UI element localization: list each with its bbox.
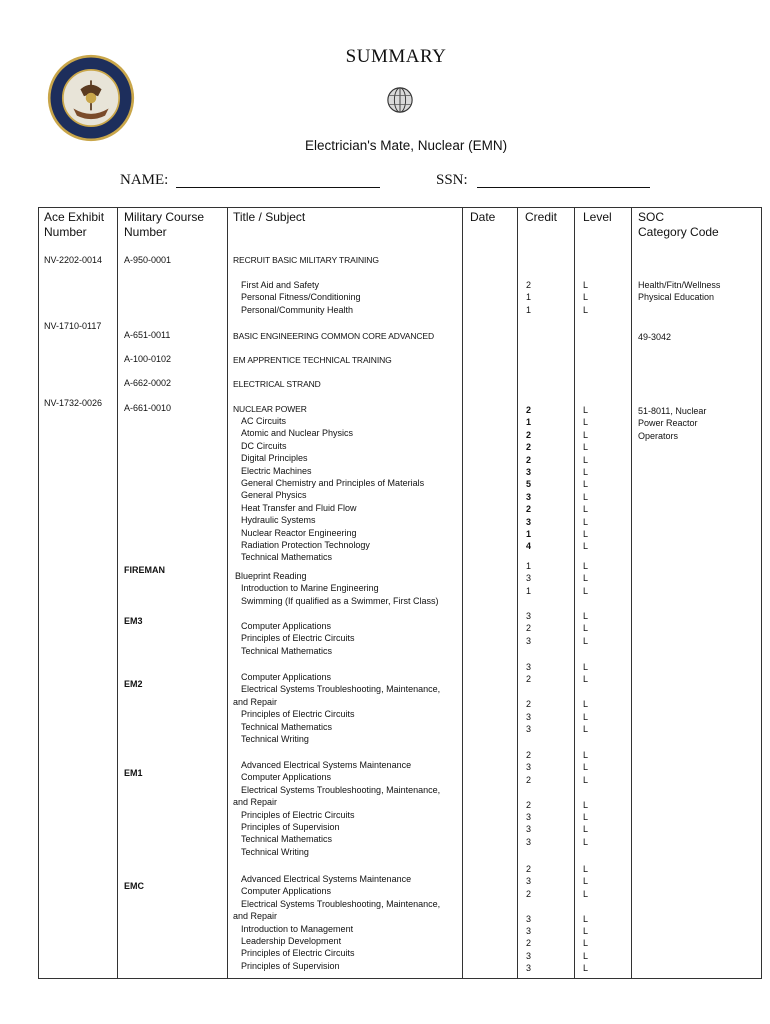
course-number: A-662-0002: [124, 378, 172, 388]
em3-levels: L L L: [583, 611, 589, 646]
fireman-levels: L L L: [583, 561, 589, 596]
soc-code: 49-3042: [638, 332, 672, 342]
col-ace-header: Ace Exhibit Number: [44, 210, 105, 239]
rank-label: EMC: [124, 881, 144, 891]
fireman-items: Blueprint Reading Introduction to Marine Engineering Swimming (If qualified as a Swimmer, First Class): [235, 571, 439, 606]
section-title: RECRUIT BASIC MILITARY TRAINING: [233, 255, 379, 265]
globe-icon: [386, 86, 414, 114]
ace-number: NV-2202-0014: [44, 255, 103, 265]
emc-credits: 2 3 2 3 3 2 3 3: [526, 864, 532, 974]
em1-levels: L L L L L L L: [583, 750, 589, 847]
page-title: SUMMARY: [345, 46, 447, 67]
rank-label: EM1: [124, 768, 143, 778]
emc-items: Advanced Electrical Systems Maintenance Computer Applications Electrical Systems Troubleshooting, Maintenance, and Repair Introduction to Management Leadership Development Principles of Electric Circuits Principles of Supervision: [233, 874, 441, 971]
section-title: NUCLEAR POWER: [233, 404, 307, 414]
ace-number: NV-1710-0117: [44, 321, 102, 331]
course-number: A-950-0001: [124, 255, 172, 265]
ssn-field[interactable]: [477, 187, 650, 188]
col-title-header: Title / Subject: [233, 210, 306, 224]
em3-credits: 3 2 3: [526, 611, 532, 646]
emc-levels: L L L L L L L L: [583, 864, 589, 974]
recruit-soc: Health/Fitn/Wellness Physical Education: [638, 280, 721, 303]
col-date-header: Date: [470, 210, 496, 224]
col-level-header: Level: [583, 210, 612, 224]
nuclear-levels: L L L L L L L L L L L L: [583, 405, 589, 552]
ace-number: NV-1732-0026: [44, 398, 103, 408]
section-title: ELECTRICAL STRAND: [233, 379, 321, 389]
em1-items: Advanced Electrical Systems Maintenance Computer Applications Electrical Systems Troubleshooting, Maintenance, and Repair Principles of Electric Circuits Principles of Supervision Technical Mathematics Technical Writing: [233, 760, 441, 857]
nuclear-soc: 51-8011, Nuclear Power Reactor Operators: [638, 406, 707, 441]
recruit-credits: 2 1 1: [526, 280, 532, 315]
name-label: NAME:: [120, 172, 169, 188]
col-credit-header: Credit: [525, 210, 558, 224]
em2-levels: L L L L L: [583, 662, 589, 734]
em2-credits: 3 2 2 3 3: [526, 662, 532, 734]
nuclear-items: AC Circuits Atomic and Nuclear Physics DC Circuits Digital Principles Electric Machines General Chemistry and Principles of Materials General Physics Heat Transfer and Fluid Flow Hydraulic Systems Nuclear Reactor Engineering Radiation Protection Technology Technical Mathematics: [241, 416, 425, 563]
rank-label: EM3: [124, 616, 143, 626]
em1-credits: 2 3 2 2 3 3 3: [526, 750, 532, 847]
col-course-header: Military Course Number: [124, 210, 205, 239]
course-number: A-661-0010: [124, 403, 172, 413]
col-soc-header: SOC Category Code: [638, 210, 719, 239]
fireman-credits: 1 3 1: [526, 561, 532, 596]
nuclear-credits: 2 1 2 2 2 3 5 3 2 3 1 4: [526, 405, 532, 552]
rank-label: EM2: [124, 679, 143, 689]
ssn-label: SSN:: [436, 172, 468, 188]
section-title: EM APPRENTICE TECHNICAL TRAINING: [233, 355, 392, 365]
em3-items: Computer Applications Principles of Electric Circuits Technical Mathematics: [241, 621, 355, 656]
recruit-items: First Aid and Safety Personal Fitness/Conditioning Personal/Community Health: [241, 280, 361, 315]
page-subtitle: Electrician's Mate, Nuclear (EMN): [304, 138, 508, 153]
name-field[interactable]: [176, 187, 380, 188]
em2-items: Computer Applications Electrical Systems Troubleshooting, Maintenance, and Repair Principles of Electric Circuits Technical Mathematics Technical Writing: [233, 672, 441, 744]
course-number: A-100-0102: [124, 354, 172, 364]
recruit-levels: L L L: [583, 280, 589, 315]
course-number: A-651-0011: [124, 330, 171, 340]
rank-label: FIREMAN: [124, 565, 165, 575]
section-title: BASIC ENGINEERING COMMON CORE ADVANCED: [233, 331, 435, 341]
